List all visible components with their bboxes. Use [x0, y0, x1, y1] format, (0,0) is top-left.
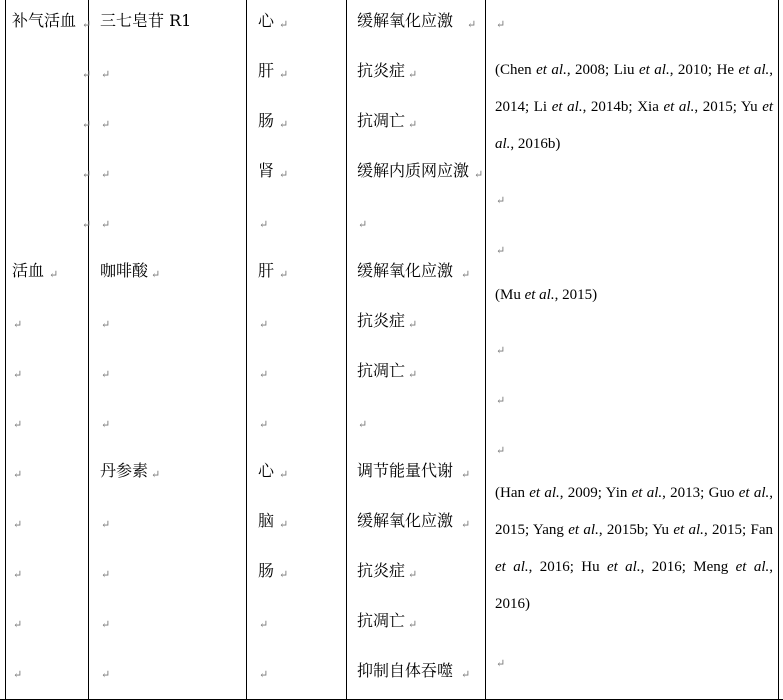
organ-cell: 肠 — [258, 561, 275, 580]
reference-text: , 2014; Li — [495, 62, 773, 115]
paragraph-mark: ↵ — [467, 18, 477, 31]
reference-text: , 2015; Yang — [495, 485, 773, 538]
reference-etal: et al. — [524, 287, 555, 303]
paragraph-mark: ↵ — [259, 668, 269, 681]
effect-cell: 缓解内质网应激 — [357, 161, 470, 180]
paragraph-mark: ↵ — [49, 268, 59, 281]
effect-cell: 抗凋亡 — [357, 111, 406, 130]
paragraph-mark: ↵ — [259, 618, 269, 631]
paragraph-mark: ↵ — [13, 368, 23, 381]
paragraph-mark: ↵ — [101, 418, 111, 431]
paragraph-mark: ↵ — [408, 118, 418, 131]
paragraph-mark: ↵ — [13, 668, 23, 681]
reference-text: , 2015; Yu — [694, 99, 763, 115]
reference-cell — [495, 475, 773, 623]
compound-cell: 咖啡酸 — [100, 261, 149, 280]
paragraph-mark: ↵ — [101, 318, 111, 331]
reference-etal: et al. — [639, 62, 670, 78]
reference-text: , 2010; He — [669, 62, 739, 78]
reference-text: (Chen — [495, 62, 537, 78]
reference-etal: et al. — [568, 522, 599, 538]
organ-cell: 肾 — [258, 161, 275, 180]
paragraph-mark: ↵ — [82, 168, 92, 181]
reference-etal: et al. — [673, 522, 704, 538]
reference-text: , 2015b; Yu — [598, 522, 674, 538]
paragraph-mark: ↵ — [151, 268, 161, 281]
reference-etal: et al. — [631, 485, 663, 501]
reference-etal: et al. — [738, 485, 770, 501]
reference-etal: et al. — [529, 485, 560, 501]
paragraph-mark: ↵ — [82, 18, 92, 31]
paragraph-mark: ↵ — [279, 118, 289, 131]
paragraph-mark: ↵ — [259, 368, 269, 381]
paragraph-mark: ↵ — [461, 268, 471, 281]
paragraph-mark: ↵ — [408, 368, 418, 381]
effect-cell: 调节能量代谢 — [357, 461, 454, 480]
paragraph-mark: ↵ — [496, 444, 506, 457]
paragraph-mark: ↵ — [101, 118, 111, 131]
effect-cell: 抗凋亡 — [357, 361, 406, 380]
effect-cell: 抗凋亡 — [357, 611, 406, 630]
paragraph-mark: ↵ — [101, 218, 111, 231]
organ-cell: 脑 — [258, 511, 275, 530]
reference-etal: et al. — [536, 62, 567, 78]
effect-cell: 缓解氧化应激 — [357, 511, 454, 530]
paragraph-mark: ↵ — [13, 568, 23, 581]
organ-cell: 心 — [258, 11, 275, 30]
reference-text: , 2015; Fan — [703, 522, 774, 538]
paragraph-mark: ↵ — [101, 668, 111, 681]
paragraph-mark: ↵ — [259, 318, 269, 331]
paragraph-mark: ↵ — [101, 368, 111, 381]
effect-cell: 抗炎症 — [357, 61, 406, 80]
paragraph-mark: ↵ — [13, 518, 23, 531]
reference-text: , 2016; Hu — [528, 559, 607, 575]
reference-cell — [495, 52, 773, 163]
compound-cell: 丹参素 — [100, 461, 149, 480]
reference-text: (Han — [495, 485, 530, 501]
reference-etal: et al. — [551, 99, 583, 115]
reference-text: , 2016) — [495, 559, 774, 612]
effect-cell: 抗炎症 — [357, 311, 406, 330]
paragraph-mark: ↵ — [101, 568, 111, 581]
paragraph-mark: ↵ — [496, 344, 506, 357]
reference-etal: et al. — [495, 99, 774, 152]
reference-etal: et al. — [735, 559, 770, 575]
paragraph-mark: ↵ — [82, 118, 92, 131]
paragraph-mark: ↵ — [358, 218, 368, 231]
reference-etal: et al. — [663, 99, 695, 115]
paragraph-mark: ↵ — [151, 468, 161, 481]
reference-text: , 2016b) — [510, 136, 561, 152]
paragraph-mark: ↵ — [101, 518, 111, 531]
reference-text: , 2015) — [554, 287, 598, 303]
reference-etal: et al. — [495, 559, 529, 575]
paragraph-mark: ↵ — [101, 68, 111, 81]
reference-cell — [495, 277, 773, 314]
paragraph-mark: ↵ — [496, 244, 506, 257]
paragraph-mark: ↵ — [496, 194, 506, 207]
paragraph-mark: ↵ — [279, 268, 289, 281]
organ-cell: 心 — [258, 461, 275, 480]
paragraph-mark: ↵ — [13, 618, 23, 631]
reference-etal: et al. — [738, 62, 770, 78]
paragraph-mark: ↵ — [82, 68, 92, 81]
paragraph-mark: ↵ — [461, 518, 471, 531]
paragraph-mark: ↵ — [101, 168, 111, 181]
paragraph-mark: ↵ — [279, 18, 289, 31]
effect-cell: 缓解氧化应激 — [357, 261, 454, 280]
reference-text: , 2009; Yin — [559, 485, 632, 501]
paragraph-mark: ↵ — [408, 318, 418, 331]
paragraph-mark: ↵ — [496, 657, 506, 670]
reference-text: , 2008; Liu — [566, 62, 639, 78]
reference-text: , 2016; Meng — [640, 559, 736, 575]
organ-cell: 肠 — [258, 111, 275, 130]
paragraph-mark: ↵ — [408, 618, 418, 631]
paragraph-mark: ↵ — [474, 168, 484, 181]
paragraph-mark: ↵ — [101, 618, 111, 631]
paragraph-mark: ↵ — [13, 468, 23, 481]
paragraph-mark: ↵ — [461, 668, 471, 681]
paragraph-mark: ↵ — [279, 568, 289, 581]
reference-text: , 2014b; Xia — [582, 99, 664, 115]
paragraph-mark: ↵ — [461, 468, 471, 481]
paragraph-mark: ↵ — [13, 418, 23, 431]
paragraph-mark: ↵ — [82, 218, 92, 231]
category-cell: 补气活血 — [12, 11, 77, 30]
paragraph-mark: ↵ — [279, 468, 289, 481]
organ-cell: 肝 — [258, 61, 275, 80]
effect-cell: 抗炎症 — [357, 561, 406, 580]
paragraph-mark: ↵ — [408, 568, 418, 581]
paragraph-mark: ↵ — [13, 318, 23, 331]
paragraph-mark: ↵ — [408, 68, 418, 81]
category-cell: 活血 — [12, 261, 45, 280]
paragraph-mark: ↵ — [279, 68, 289, 81]
reference-text: (Mu — [495, 287, 525, 303]
paragraph-mark: ↵ — [358, 418, 368, 431]
paragraph-mark: ↵ — [259, 418, 269, 431]
paragraph-mark: ↵ — [496, 18, 506, 31]
reference-text: , 2013; Guo — [662, 485, 739, 501]
paragraph-mark: ↵ — [279, 168, 289, 181]
paragraph-mark: ↵ — [496, 394, 506, 407]
paragraph-mark: ↵ — [279, 518, 289, 531]
organ-cell: 肝 — [258, 261, 275, 280]
paragraph-mark: ↵ — [259, 218, 269, 231]
compound-cell: 三七皂苷 R1 — [100, 11, 192, 30]
effect-cell: 抑制自体吞噬 — [357, 661, 454, 680]
effect-cell: 缓解氧化应激 — [357, 11, 454, 30]
reference-etal: et al. — [606, 559, 641, 575]
